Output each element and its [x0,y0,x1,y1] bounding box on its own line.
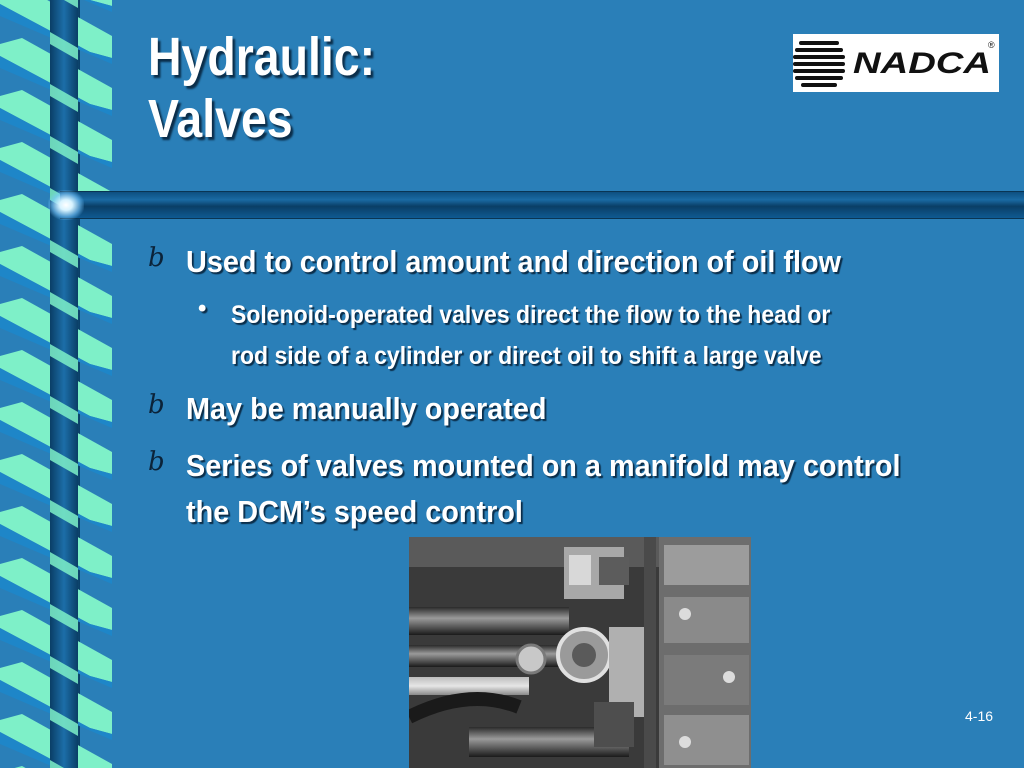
bullet-2-text [186,386,546,432]
bullet-3-line-2: the DCM’s speed control [186,494,523,529]
sub-bullet-glyph: • [198,295,207,322]
sub-bullet-line-1: Solenoid-operated valves direct the flow to the head or [231,301,831,329]
bullet-glyph: b [148,243,165,273]
sub-bullet-line-2: rod side of a cylinder or direct oil to shift a large valve [231,342,822,370]
divider-glow [48,190,84,220]
bullet-glyph: b [148,390,165,420]
title-line-1: Hydraulic: [148,27,376,87]
nadca-logo [793,34,999,92]
bullet-1-text [186,239,841,285]
title-line-2: Valves [148,89,293,149]
header-divider-bar [60,191,1024,219]
registered-mark: ® [988,40,995,50]
bullet-3-line-1: Series of valves mounted on a manifold may control [186,448,901,483]
slide-title [148,26,375,150]
bullet-glyph: b [148,447,165,477]
page-number: 4-16 [965,708,994,724]
bullet-1-line-1: Used to control amount and direction of oil flow [186,244,842,279]
bullet-2-line-1: May be manually operated [186,391,547,426]
logo-text: NADCA [853,47,991,80]
sub-bullet-text [231,295,830,377]
valve-manifold-photo [409,537,751,768]
bullet-3-text [186,443,901,535]
decorative-ribbon [0,0,118,768]
